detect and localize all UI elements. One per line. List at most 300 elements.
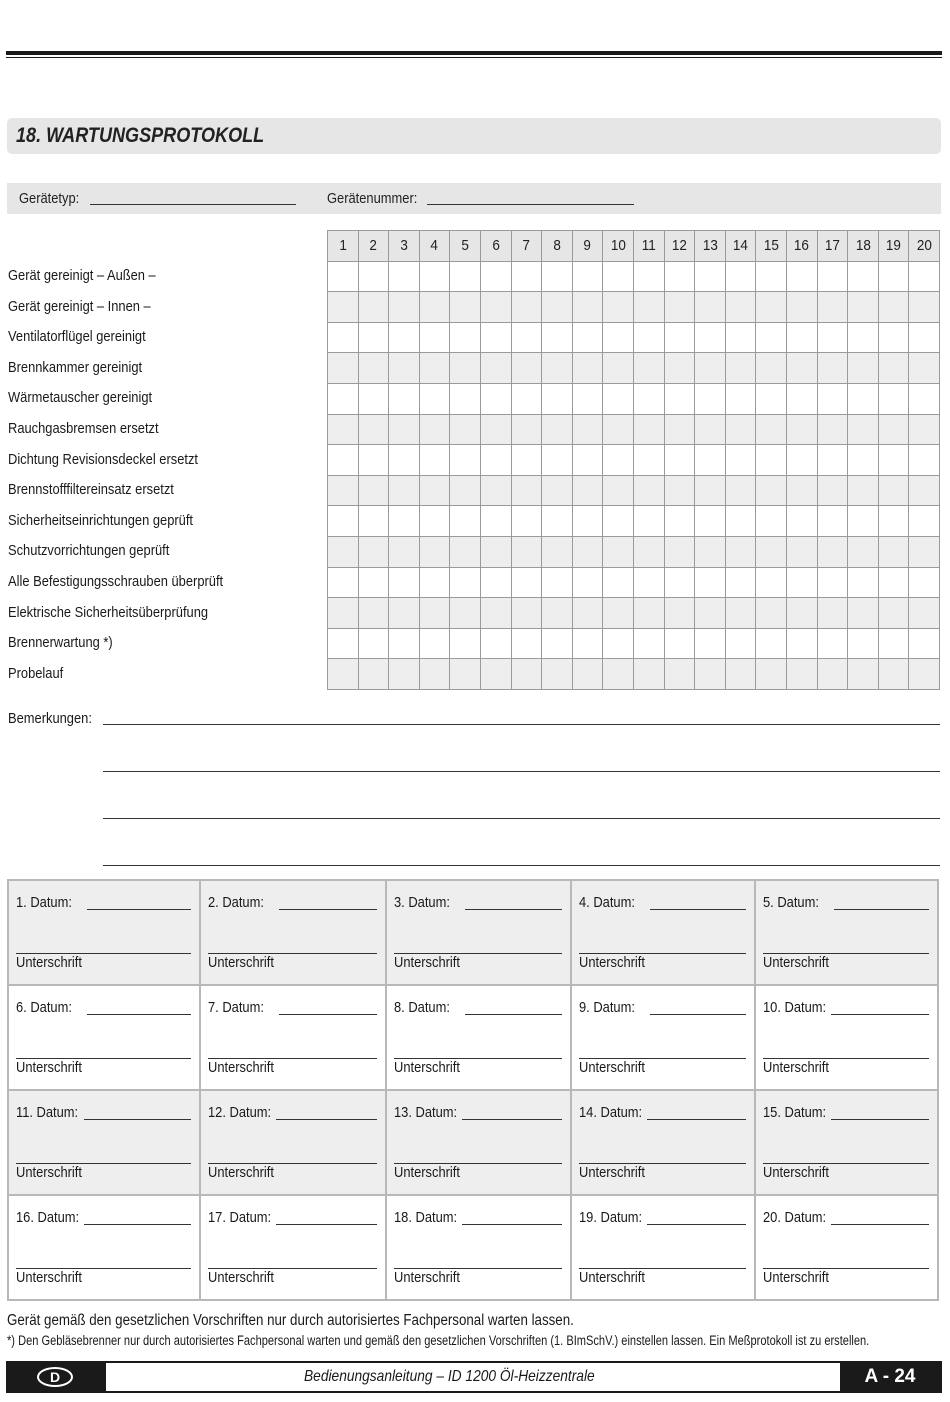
check-cell[interactable] [389,536,420,567]
check-cell[interactable] [664,536,695,567]
check-cell[interactable] [389,598,420,629]
check-cell[interactable] [664,292,695,323]
check-cell[interactable] [358,598,389,629]
check-cell[interactable] [572,414,603,445]
datum-field[interactable] [276,1119,377,1120]
check-cell[interactable] [848,659,879,690]
check-cell[interactable] [572,598,603,629]
check-cell[interactable] [389,261,420,292]
check-cell[interactable] [572,353,603,384]
check-cell[interactable] [664,567,695,598]
check-cell[interactable] [878,322,909,353]
check-cell[interactable] [909,628,940,659]
check-cell[interactable] [664,322,695,353]
check-cell[interactable] [848,261,879,292]
check-cell[interactable] [603,567,634,598]
check-cell[interactable] [848,414,879,445]
check-cell[interactable] [878,506,909,537]
check-cell[interactable] [848,322,879,353]
check-cell[interactable] [725,383,756,414]
check-cell[interactable] [786,475,817,506]
datum-field[interactable] [279,1014,377,1015]
check-cell[interactable] [633,445,664,476]
check-cell[interactable] [817,261,848,292]
check-cell[interactable] [909,445,940,476]
check-cell[interactable] [419,353,450,384]
datum-field[interactable] [647,1224,746,1225]
check-cell[interactable] [695,536,726,567]
check-cell[interactable] [419,383,450,414]
check-cell[interactable] [450,322,481,353]
check-cell[interactable] [419,445,450,476]
check-cell[interactable] [633,322,664,353]
check-cell[interactable] [725,475,756,506]
check-cell[interactable] [878,536,909,567]
check-cell[interactable] [419,261,450,292]
check-cell[interactable] [725,598,756,629]
check-cell[interactable] [389,292,420,323]
check-cell[interactable] [756,414,787,445]
check-cell[interactable] [878,292,909,323]
check-cell[interactable] [572,261,603,292]
datum-field[interactable] [831,1224,929,1225]
check-cell[interactable] [603,598,634,629]
check-cell[interactable] [511,261,542,292]
check-cell[interactable] [603,353,634,384]
check-cell[interactable] [542,261,573,292]
check-cell[interactable] [328,445,359,476]
check-cell[interactable] [786,567,817,598]
check-cell[interactable] [909,414,940,445]
remarks-line[interactable] [103,865,940,866]
check-cell[interactable] [511,353,542,384]
check-cell[interactable] [664,628,695,659]
check-cell[interactable] [817,598,848,629]
check-cell[interactable] [909,598,940,629]
check-cell[interactable] [756,383,787,414]
check-cell[interactable] [878,628,909,659]
check-cell[interactable] [725,628,756,659]
check-cell[interactable] [909,536,940,567]
check-cell[interactable] [878,445,909,476]
check-cell[interactable] [511,598,542,629]
check-cell[interactable] [909,475,940,506]
datum-field[interactable] [84,1119,191,1120]
check-cell[interactable] [725,292,756,323]
check-cell[interactable] [419,536,450,567]
check-cell[interactable] [358,659,389,690]
check-cell[interactable] [572,659,603,690]
check-cell[interactable] [542,567,573,598]
check-cell[interactable] [817,353,848,384]
check-cell[interactable] [572,383,603,414]
check-cell[interactable] [786,292,817,323]
check-cell[interactable] [328,659,359,690]
check-cell[interactable] [817,445,848,476]
check-cell[interactable] [909,383,940,414]
datum-field[interactable] [84,1224,191,1225]
check-cell[interactable] [725,445,756,476]
check-cell[interactable] [450,475,481,506]
check-cell[interactable] [419,475,450,506]
check-cell[interactable] [786,261,817,292]
check-cell[interactable] [480,659,511,690]
check-cell[interactable] [786,536,817,567]
check-cell[interactable] [725,567,756,598]
check-cell[interactable] [603,659,634,690]
check-cell[interactable] [358,536,389,567]
check-cell[interactable] [572,506,603,537]
check-cell[interactable] [542,628,573,659]
check-cell[interactable] [603,261,634,292]
check-cell[interactable] [511,414,542,445]
check-cell[interactable] [725,506,756,537]
check-cell[interactable] [328,353,359,384]
check-cell[interactable] [878,383,909,414]
check-cell[interactable] [419,292,450,323]
remarks-line[interactable] [103,724,940,725]
check-cell[interactable] [756,353,787,384]
check-cell[interactable] [603,292,634,323]
check-cell[interactable] [878,567,909,598]
datum-field[interactable] [276,1224,377,1225]
check-cell[interactable] [786,598,817,629]
check-cell[interactable] [695,475,726,506]
check-cell[interactable] [756,598,787,629]
check-cell[interactable] [756,659,787,690]
check-cell[interactable] [542,659,573,690]
check-cell[interactable] [358,353,389,384]
check-cell[interactable] [450,598,481,629]
check-cell[interactable] [725,659,756,690]
check-cell[interactable] [542,536,573,567]
check-cell[interactable] [358,322,389,353]
check-cell[interactable] [909,567,940,598]
check-cell[interactable] [328,475,359,506]
check-cell[interactable] [328,567,359,598]
check-cell[interactable] [878,414,909,445]
check-cell[interactable] [786,414,817,445]
check-cell[interactable] [328,292,359,323]
check-cell[interactable] [389,414,420,445]
check-cell[interactable] [603,414,634,445]
datum-field[interactable] [834,909,929,910]
check-cell[interactable] [817,628,848,659]
check-cell[interactable] [633,292,664,323]
check-cell[interactable] [664,383,695,414]
device-number-field[interactable] [427,204,634,205]
check-cell[interactable] [480,414,511,445]
check-cell[interactable] [695,261,726,292]
check-cell[interactable] [633,628,664,659]
check-cell[interactable] [603,506,634,537]
check-cell[interactable] [817,536,848,567]
datum-field[interactable] [87,909,191,910]
check-cell[interactable] [572,536,603,567]
check-cell[interactable] [389,445,420,476]
check-cell[interactable] [542,475,573,506]
check-cell[interactable] [480,536,511,567]
check-cell[interactable] [419,414,450,445]
check-cell[interactable] [419,659,450,690]
check-cell[interactable] [786,322,817,353]
check-cell[interactable] [633,383,664,414]
check-cell[interactable] [542,506,573,537]
check-cell[interactable] [756,475,787,506]
check-cell[interactable] [450,383,481,414]
check-cell[interactable] [542,598,573,629]
check-cell[interactable] [695,567,726,598]
check-cell[interactable] [480,353,511,384]
check-cell[interactable] [909,322,940,353]
check-cell[interactable] [480,261,511,292]
check-cell[interactable] [664,261,695,292]
check-cell[interactable] [695,322,726,353]
check-cell[interactable] [389,567,420,598]
check-cell[interactable] [480,475,511,506]
check-cell[interactable] [358,567,389,598]
check-cell[interactable] [878,475,909,506]
check-cell[interactable] [909,292,940,323]
check-cell[interactable] [848,475,879,506]
check-cell[interactable] [572,292,603,323]
check-cell[interactable] [664,506,695,537]
check-cell[interactable] [878,261,909,292]
check-cell[interactable] [695,659,726,690]
check-cell[interactable] [480,506,511,537]
check-cell[interactable] [725,322,756,353]
check-cell[interactable] [542,383,573,414]
check-cell[interactable] [756,536,787,567]
check-cell[interactable] [358,628,389,659]
check-cell[interactable] [695,628,726,659]
datum-field[interactable] [87,1014,191,1015]
check-cell[interactable] [358,261,389,292]
check-cell[interactable] [358,475,389,506]
datum-field[interactable] [462,1119,562,1120]
check-cell[interactable] [389,353,420,384]
check-cell[interactable] [695,598,726,629]
check-cell[interactable] [664,475,695,506]
remarks-line[interactable] [103,771,940,772]
check-cell[interactable] [725,536,756,567]
check-cell[interactable] [664,598,695,629]
check-cell[interactable] [695,414,726,445]
check-cell[interactable] [848,628,879,659]
check-cell[interactable] [848,536,879,567]
check-cell[interactable] [450,292,481,323]
check-cell[interactable] [542,292,573,323]
check-cell[interactable] [817,322,848,353]
check-cell[interactable] [389,659,420,690]
check-cell[interactable] [511,659,542,690]
device-type-field[interactable] [90,204,296,205]
check-cell[interactable] [848,598,879,629]
check-cell[interactable] [450,445,481,476]
check-cell[interactable] [480,567,511,598]
check-cell[interactable] [542,322,573,353]
check-cell[interactable] [358,383,389,414]
check-cell[interactable] [756,628,787,659]
check-cell[interactable] [786,353,817,384]
check-cell[interactable] [511,292,542,323]
check-cell[interactable] [725,261,756,292]
check-cell[interactable] [511,475,542,506]
check-cell[interactable] [848,292,879,323]
check-cell[interactable] [511,322,542,353]
check-cell[interactable] [664,659,695,690]
check-cell[interactable] [664,445,695,476]
check-cell[interactable] [480,292,511,323]
check-cell[interactable] [511,506,542,537]
check-cell[interactable] [633,414,664,445]
check-cell[interactable] [603,383,634,414]
check-cell[interactable] [633,659,664,690]
datum-field[interactable] [650,1014,746,1015]
check-cell[interactable] [695,506,726,537]
datum-field[interactable] [647,1119,746,1120]
check-cell[interactable] [848,353,879,384]
check-cell[interactable] [328,414,359,445]
check-cell[interactable] [878,659,909,690]
check-cell[interactable] [572,567,603,598]
check-cell[interactable] [786,659,817,690]
datum-field[interactable] [831,1119,929,1120]
check-cell[interactable] [848,445,879,476]
check-cell[interactable] [450,567,481,598]
check-cell[interactable] [358,292,389,323]
check-cell[interactable] [695,383,726,414]
check-cell[interactable] [328,506,359,537]
datum-field[interactable] [462,1224,562,1225]
check-cell[interactable] [389,506,420,537]
check-cell[interactable] [328,598,359,629]
check-cell[interactable] [848,383,879,414]
check-cell[interactable] [328,261,359,292]
check-cell[interactable] [633,261,664,292]
check-cell[interactable] [786,445,817,476]
check-cell[interactable] [542,414,573,445]
check-cell[interactable] [572,445,603,476]
check-cell[interactable] [603,536,634,567]
check-cell[interactable] [450,414,481,445]
check-cell[interactable] [572,322,603,353]
check-cell[interactable] [817,567,848,598]
check-cell[interactable] [603,322,634,353]
check-cell[interactable] [695,445,726,476]
check-cell[interactable] [909,353,940,384]
check-cell[interactable] [511,628,542,659]
datum-field[interactable] [465,1014,562,1015]
check-cell[interactable] [848,567,879,598]
check-cell[interactable] [572,628,603,659]
check-cell[interactable] [480,322,511,353]
check-cell[interactable] [328,383,359,414]
check-cell[interactable] [480,383,511,414]
check-cell[interactable] [817,383,848,414]
check-cell[interactable] [633,567,664,598]
check-cell[interactable] [419,567,450,598]
datum-field[interactable] [650,909,746,910]
check-cell[interactable] [450,536,481,567]
check-cell[interactable] [480,628,511,659]
check-cell[interactable] [542,353,573,384]
check-cell[interactable] [419,628,450,659]
check-cell[interactable] [450,659,481,690]
check-cell[interactable] [756,261,787,292]
check-cell[interactable] [389,628,420,659]
check-cell[interactable] [786,506,817,537]
check-cell[interactable] [542,445,573,476]
check-cell[interactable] [419,598,450,629]
check-cell[interactable] [817,659,848,690]
check-cell[interactable] [633,506,664,537]
check-cell[interactable] [878,598,909,629]
check-cell[interactable] [786,383,817,414]
check-cell[interactable] [909,261,940,292]
check-cell[interactable] [756,567,787,598]
check-cell[interactable] [817,414,848,445]
check-cell[interactable] [695,292,726,323]
check-cell[interactable] [786,628,817,659]
check-cell[interactable] [328,536,359,567]
check-cell[interactable] [633,475,664,506]
check-cell[interactable] [725,414,756,445]
check-cell[interactable] [328,628,359,659]
check-cell[interactable] [817,475,848,506]
check-cell[interactable] [480,598,511,629]
check-cell[interactable] [817,506,848,537]
check-cell[interactable] [572,475,603,506]
check-cell[interactable] [358,445,389,476]
check-cell[interactable] [756,506,787,537]
check-cell[interactable] [756,445,787,476]
check-cell[interactable] [450,506,481,537]
check-cell[interactable] [633,536,664,567]
check-cell[interactable] [909,506,940,537]
check-cell[interactable] [389,383,420,414]
check-cell[interactable] [480,445,511,476]
check-cell[interactable] [695,353,726,384]
datum-field[interactable] [465,909,562,910]
check-cell[interactable] [511,383,542,414]
check-cell[interactable] [358,506,389,537]
check-cell[interactable] [419,322,450,353]
check-cell[interactable] [664,414,695,445]
check-cell[interactable] [328,322,359,353]
check-cell[interactable] [725,353,756,384]
check-cell[interactable] [909,659,940,690]
check-cell[interactable] [603,445,634,476]
check-cell[interactable] [756,322,787,353]
check-cell[interactable] [511,445,542,476]
remarks-line[interactable] [103,818,940,819]
check-cell[interactable] [633,353,664,384]
check-cell[interactable] [511,536,542,567]
check-cell[interactable] [603,475,634,506]
datum-field[interactable] [831,1014,929,1015]
check-cell[interactable] [450,628,481,659]
check-cell[interactable] [419,506,450,537]
check-cell[interactable] [664,353,695,384]
check-cell[interactable] [389,322,420,353]
check-cell[interactable] [633,598,664,629]
check-cell[interactable] [817,292,848,323]
check-cell[interactable] [756,292,787,323]
check-cell[interactable] [358,414,389,445]
check-cell[interactable] [389,475,420,506]
check-cell[interactable] [450,353,481,384]
